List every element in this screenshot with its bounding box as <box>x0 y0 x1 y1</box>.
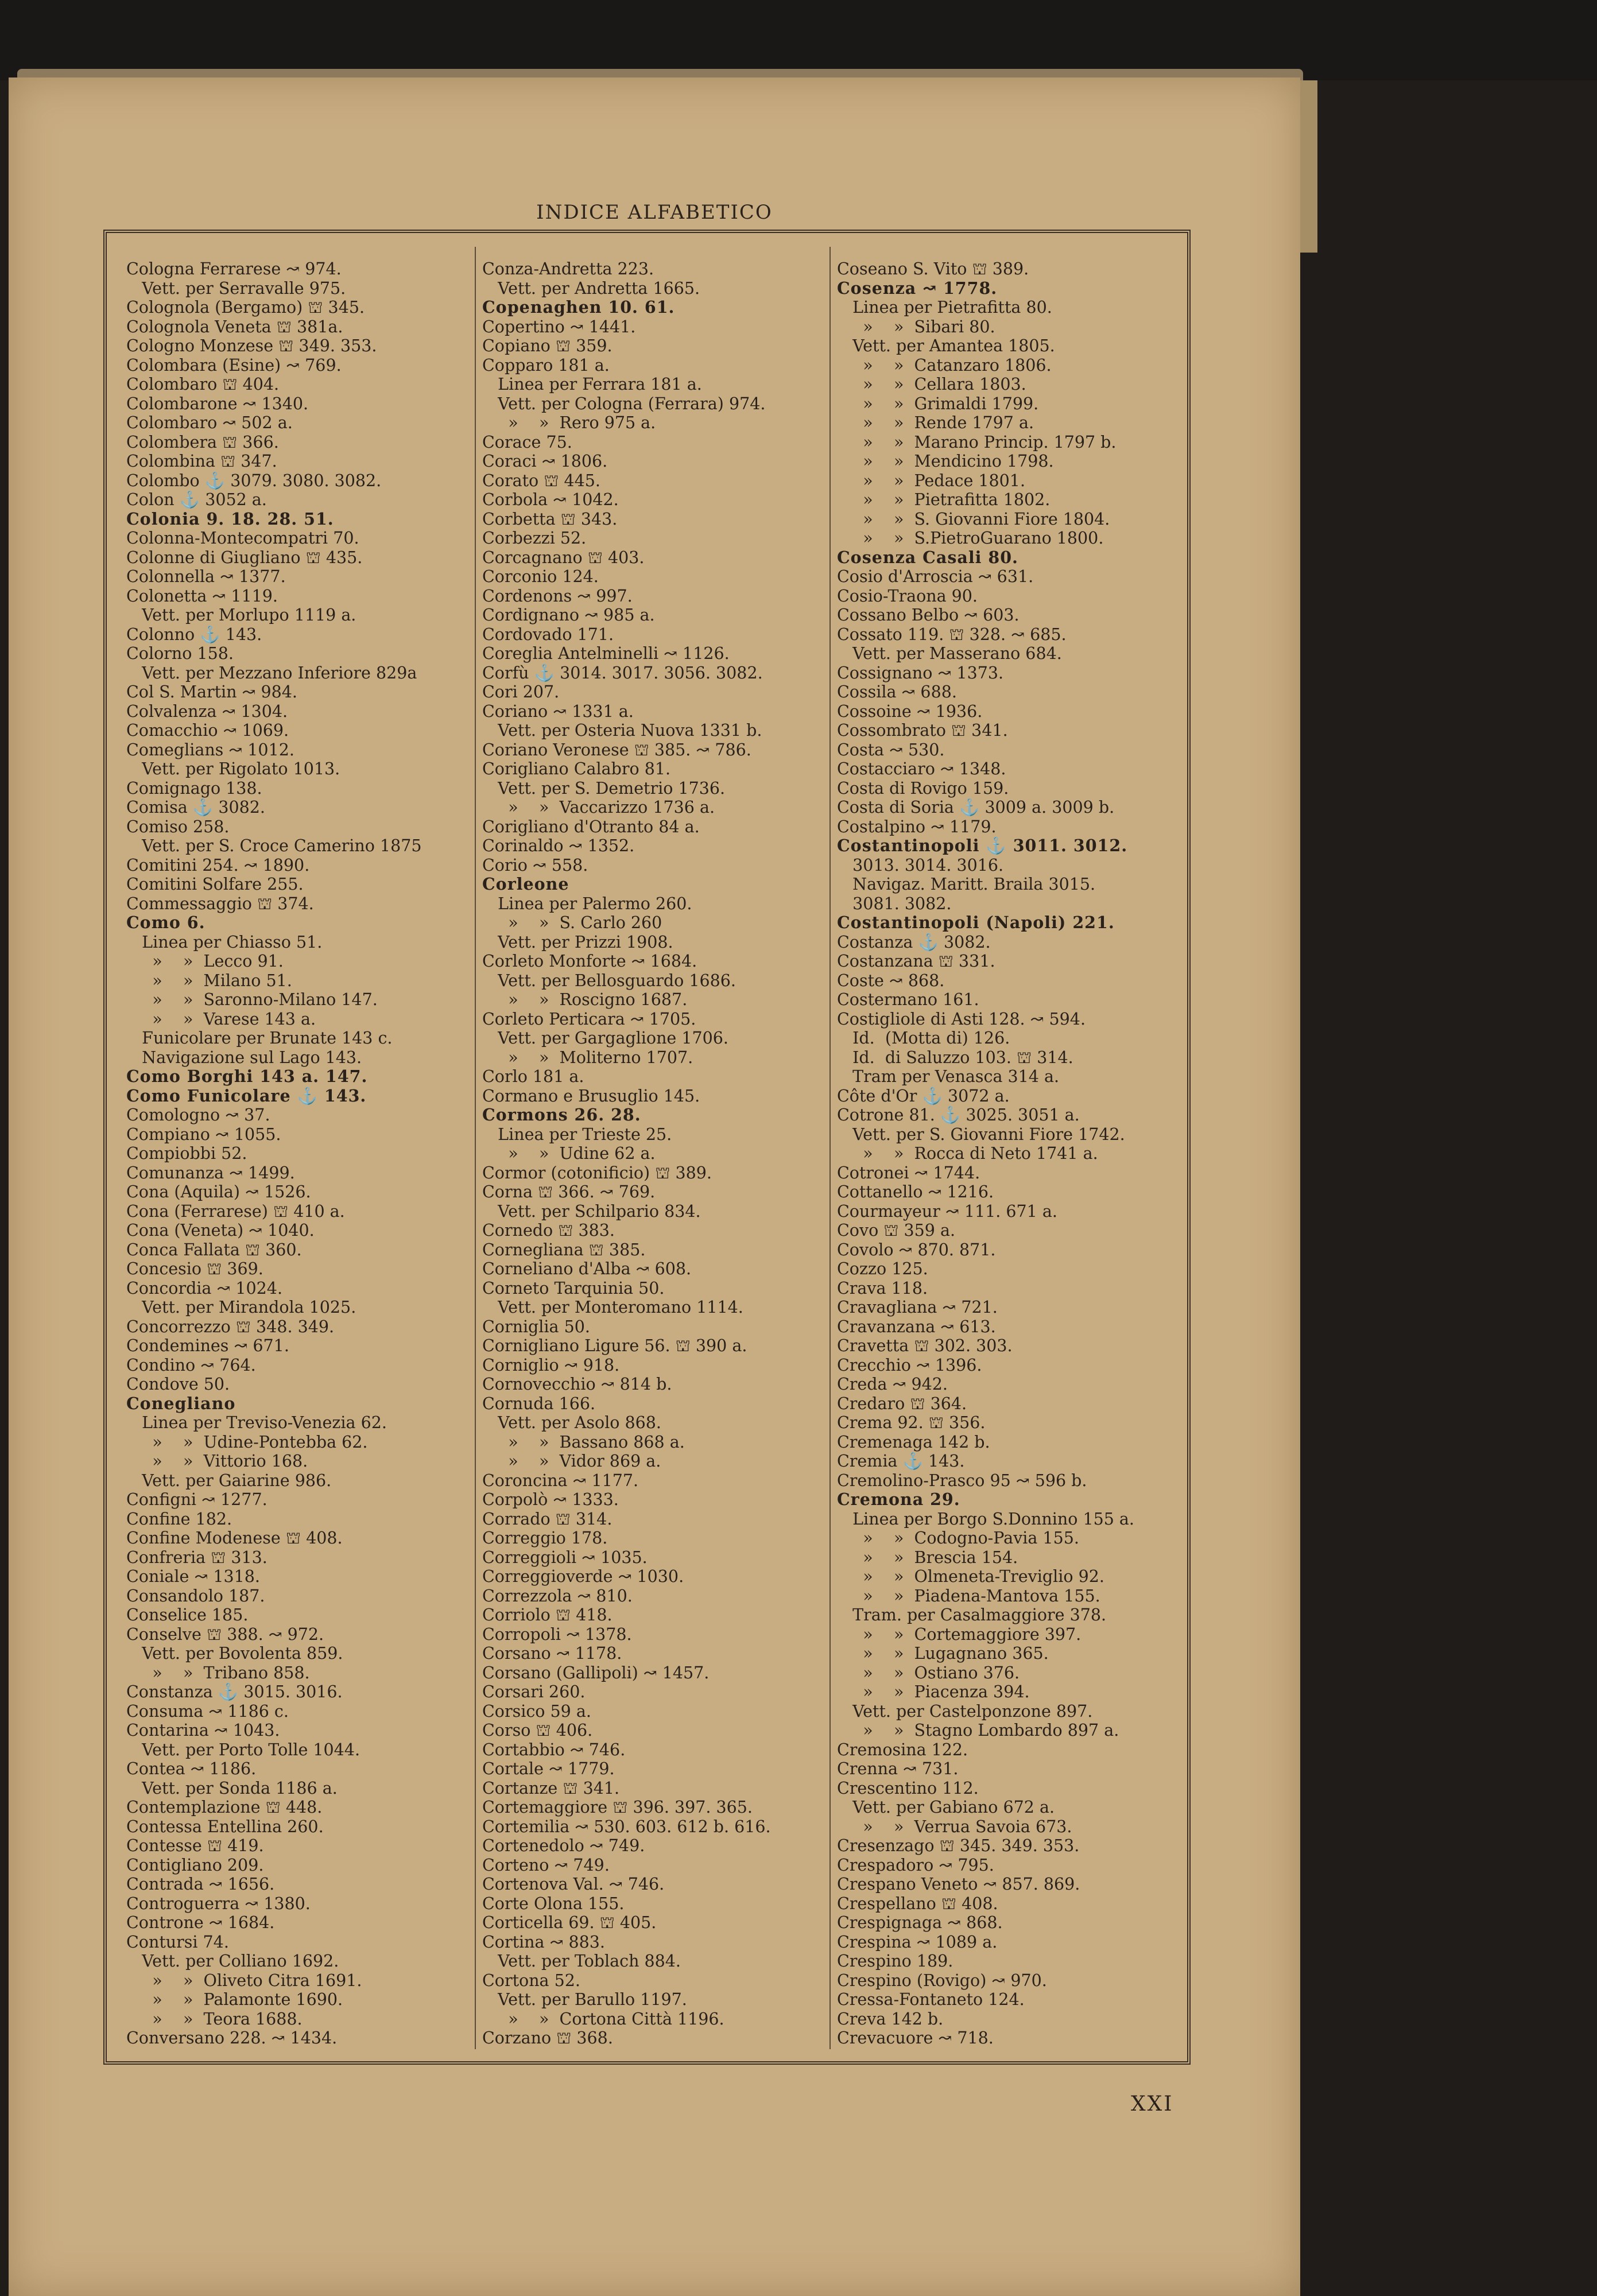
index-entry: Costigliole di Asti 128. ↝ 594. <box>837 1009 1086 1029</box>
index-entry: Comacchio ↝ 1069. <box>126 721 289 740</box>
index-entry: Costalpino ↝ 1179. <box>837 817 997 836</box>
index-entry: » » Cellara 1803. <box>837 375 1026 394</box>
index-entry: Comitini Solfare 255. <box>126 875 304 894</box>
index-entry: Cosenza ↝ 1778. <box>837 278 998 298</box>
index-entry: Corleone <box>482 875 569 894</box>
index-entry: Colombaro ⛫ 404. <box>126 375 280 394</box>
index-entry: Corteno ↝ 749. <box>482 1855 610 1875</box>
index-entry: Cremolino-Prasco 95 ↝ 596 b. <box>837 1471 1087 1490</box>
index-entry: Confine Modenese ⛫ 408. <box>126 1529 343 1548</box>
index-entry: Costa di Rovigo 159. <box>837 778 1009 798</box>
index-entry: » » Teora 1688. <box>126 2009 303 2029</box>
index-entry: » » Marano Princip. 1797 b. <box>837 432 1117 452</box>
index-entry: » » Pietrafitta 1802. <box>837 490 1051 509</box>
index-entry: 3013. 3014. 3016. <box>837 855 1004 875</box>
index-entry: Copertino ↝ 1441. <box>482 317 636 336</box>
index-entry: Colombara (Esine) ↝ 769. <box>126 355 342 375</box>
page-stack-side <box>1300 80 1317 253</box>
index-entry: » » S. Giovanni Fiore 1804. <box>837 509 1110 529</box>
index-entry: Cortemilia ↝ 530. 603. 612 b. 616. <box>482 1817 771 1836</box>
column-divider <box>475 247 476 2049</box>
index-entry: Vett. per Gabiano 672 a. <box>837 1798 1055 1817</box>
index-entry: Crema 92. ⛫ 356. <box>837 1413 986 1432</box>
index-entry: Coriano ↝ 1331 a. <box>482 701 634 721</box>
index-entry: Vett. per Osteria Nuova 1331 b. <box>482 721 762 740</box>
index-entry: Cremenaga 142 b. <box>837 1432 990 1452</box>
index-entry: » » Catanzaro 1806. <box>837 355 1052 375</box>
index-entry: » » Rende 1797 a. <box>837 413 1034 432</box>
index-entry: Colonia 9. 18. 28. 51. <box>126 509 334 529</box>
index-entry: Costanzana ⛫ 331. <box>837 952 995 971</box>
index-entry: Constanza ⚓ 3015. 3016. <box>126 1682 343 1701</box>
index-entry: Comologno ↝ 37. <box>126 1106 270 1124</box>
index-entry: Correggio 178. <box>482 1529 608 1548</box>
index-entry: Costermano 161. <box>837 990 979 1009</box>
index-entry: Compiobbi 52. <box>126 1144 247 1163</box>
index-entry: Contursi 74. <box>126 1932 229 1952</box>
index-entry: Linea per Treviso-Venezia 62. <box>126 1413 387 1432</box>
index-entry: » » Moliterno 1707. <box>482 1048 693 1067</box>
index-entry: Coniale ↝ 1318. <box>126 1567 260 1586</box>
index-entry: » » Tribano 858. <box>126 1663 310 1682</box>
index-entry: Vett. per Mezzano Inferiore 829a <box>126 663 417 682</box>
index-entry: Id. di Saluzzo 103. ⛫ 314. <box>837 1048 1073 1067</box>
index-entry: » » Brescia 154. <box>837 1548 1018 1567</box>
index-entry: Corpolò ↝ 1333. <box>482 1490 619 1509</box>
index-entry: » » Mendicino 1798. <box>837 452 1054 471</box>
index-entry: Corniglia 50. <box>482 1317 590 1336</box>
index-entry: Concesio ⛫ 369. <box>126 1259 263 1278</box>
index-entry: Cotrone 81. ⚓ 3025. 3051 a. <box>837 1106 1080 1124</box>
index-entry: Cordenons ↝ 997. <box>482 586 633 606</box>
index-entry: Linea per Palermo 260. <box>482 894 692 913</box>
index-entry: Cormor (cotonificio) ⛫ 389. <box>482 1163 712 1182</box>
index-entry: Crecchio ↝ 1396. <box>837 1355 982 1375</box>
index-entry: Cortabbio ↝ 746. <box>482 1740 626 1759</box>
index-entry: Cortenova Val. ↝ 746. <box>482 1875 665 1894</box>
index-entry: Corropoli ↝ 1378. <box>482 1624 632 1644</box>
index-entry: Cornuda 166. <box>482 1394 596 1413</box>
index-entry: Funicolare per Brunate 143 c. <box>126 1029 393 1048</box>
index-entry: Conselice 185. <box>126 1605 249 1624</box>
index-entry: Cravanzana ↝ 613. <box>837 1317 996 1336</box>
index-entry: Comiso 258. <box>126 817 230 836</box>
index-entry: Contemplazione ⛫ 448. <box>126 1798 323 1817</box>
index-entry: Cremosina 122. <box>837 1740 968 1759</box>
index-entry: Corniglio ↝ 918. <box>482 1355 620 1375</box>
index-entry: Comitini 254. ↝ 1890. <box>126 855 310 875</box>
index-entry: » » Udine 62 a. <box>482 1144 656 1163</box>
index-entry: » » S.PietroGuarano 1800. <box>837 529 1104 548</box>
index-entry: Colonne di Giugliano ⛫ 435. <box>126 548 363 567</box>
index-entry: Id. (Motta di) 126. <box>837 1029 1010 1048</box>
index-entry: Vett. per Rigolato 1013. <box>126 759 340 778</box>
index-entry: Credaro ⛫ 364. <box>837 1394 967 1413</box>
index-entry: » » Varese 143 a. <box>126 1009 316 1029</box>
index-entry: Linea per Trieste 25. <box>482 1124 672 1144</box>
index-entry: Controne ↝ 1684. <box>126 1913 275 1932</box>
index-entry: Contea ↝ 1186. <box>126 1759 257 1778</box>
index-entry: Concordia ↝ 1024. <box>126 1278 283 1298</box>
index-entry: Crespadoro ↝ 795. <box>837 1855 994 1875</box>
index-entry: Vett. per Serravalle 975. <box>126 278 346 298</box>
index-entry: » » Piadena-Mantova 155. <box>837 1586 1100 1605</box>
index-entry: Creda ↝ 942. <box>837 1375 948 1394</box>
index-entry: Cravagliana ↝ 721. <box>837 1298 998 1317</box>
index-entry: Contesse ⛫ 419. <box>126 1836 264 1855</box>
index-column-3 <box>837 259 1181 2048</box>
index-entry: Configni ↝ 1277. <box>126 1490 268 1509</box>
index-entry: Coraci ↝ 1806. <box>482 452 608 471</box>
index-entry: » » Verrua Savoia 673. <box>837 1817 1072 1836</box>
index-entry: Costanza ⚓ 3082. <box>837 932 991 952</box>
index-entry: Comisa ⚓ 3082. <box>126 798 265 817</box>
index-entry: Coroncina ↝ 1177. <box>482 1471 639 1490</box>
index-entry: Vett. per Schilpario 834. <box>482 1201 701 1221</box>
index-entry: Condino ↝ 764. <box>126 1355 256 1375</box>
index-entry: Cresenzago ⛫ 345. 349. 353. <box>837 1836 1080 1855</box>
index-entry: Cossila ↝ 688. <box>837 682 957 701</box>
index-entry: Tram. per Casalmaggiore 378. <box>837 1605 1107 1624</box>
index-entry: Côte d'Or ⚓ 3072 a. <box>837 1086 1010 1106</box>
index-entry: Vett. per Castelponzone 897. <box>837 1701 1093 1721</box>
index-entry: Cosio-Traona 90. <box>837 586 978 606</box>
index-entry: Cordovado 171. <box>482 625 614 644</box>
index-entry: » » Udine-Pontebba 62. <box>126 1432 368 1452</box>
index-entry: Vett. per Porto Tolle 1044. <box>126 1740 361 1759</box>
index-entry: Linea per Chiasso 51. <box>126 932 323 952</box>
index-entry: Vett. per Bovolenta 859. <box>126 1644 343 1663</box>
index-entry: Como Funicolare ⚓ 143. <box>126 1086 367 1106</box>
index-entry: Corleto Perticara ↝ 1705. <box>482 1009 696 1029</box>
index-entry: Corna ⛫ 366. ↝ 769. <box>482 1182 656 1201</box>
index-entry: Cotronei ↝ 1744. <box>837 1163 980 1182</box>
index-entry: Coreglia Antelminelli ↝ 1126. <box>482 644 730 663</box>
index-entry: Tram per Venasca 314 a. <box>837 1067 1060 1086</box>
index-entry: Crespignaga ↝ 868. <box>837 1913 1003 1932</box>
index-entry: Corte Olona 155. <box>482 1894 625 1913</box>
index-entry: Cortenedolo ↝ 749. <box>482 1836 645 1855</box>
index-entry: Vett. per Asolo 868. <box>482 1413 661 1432</box>
index-entry: » » Pedace 1801. <box>837 471 1026 490</box>
index-entry: Cori 207. <box>482 682 560 701</box>
index-entry: Correggioverde ↝ 1030. <box>482 1567 684 1586</box>
index-entry: Colon ⚓ 3052 a. <box>126 490 267 509</box>
index-entry: Vett. per Gargaglione 1706. <box>482 1029 728 1048</box>
index-entry: Colonno ⚓ 143. <box>126 625 262 644</box>
index-entry: Cremia ⚓ 143. <box>837 1452 965 1471</box>
index-entry: » » Ostiano 376. <box>837 1663 1020 1682</box>
index-entry: Corigliano Calabro 81. <box>482 759 671 778</box>
index-entry: Cottanello ↝ 1216. <box>837 1182 994 1201</box>
index-entry: Confine 182. <box>126 1509 232 1529</box>
index-entry: Navigazione sul Lago 143. <box>126 1048 362 1067</box>
index-entry: Cosenza Casali 80. <box>837 548 1018 567</box>
index-entry: Colvalenza ↝ 1304. <box>126 701 288 721</box>
index-entry: » » S. Carlo 260 <box>482 913 662 932</box>
index-entry: Correggioli ↝ 1035. <box>482 1548 648 1567</box>
index-entry: Comunanza ↝ 1499. <box>126 1163 295 1182</box>
index-entry: Cologno Monzese ⛫ 349. 353. <box>126 336 377 355</box>
index-entry: Corigliano d'Otranto 84 a. <box>482 817 700 836</box>
index-entry: Vett. per Sonda 1186 a. <box>126 1778 338 1798</box>
index-entry: Corbetta ⛫ 343. <box>482 509 618 529</box>
index-entry: Corriolo ⛫ 418. <box>482 1605 613 1624</box>
index-entry: Cona (Ferrarese) ⛫ 410 a. <box>126 1201 345 1221</box>
index-entry: Coseano S. Vito ⛫ 389. <box>837 259 1029 278</box>
index-entry: » » Codogno-Pavia 155. <box>837 1529 1079 1548</box>
index-entry: Vett. per S. Demetrio 1736. <box>482 778 726 798</box>
index-entry: Costacciaro ↝ 1348. <box>837 759 1006 778</box>
index-entry: Contessa Entellina 260. <box>126 1817 324 1836</box>
index-entry: Corticella 69. ⛫ 405. <box>482 1913 657 1932</box>
index-entry: » » Vaccarizzo 1736 a. <box>482 798 715 817</box>
index-entry: Conza-Andretta 223. <box>482 259 654 278</box>
index-entry: Cornigliano Ligure 56. ⛫ 390 a. <box>482 1336 747 1355</box>
index-entry: Comeglians ↝ 1012. <box>126 740 294 759</box>
index-entry: Vett. per Mirandola 1025. <box>126 1298 356 1317</box>
index-entry: Cornedo ⛫ 383. <box>482 1221 615 1240</box>
index-entry: Consandolo 187. <box>126 1586 265 1605</box>
index-entry: Vett. per S. Croce Camerino 1875 <box>126 836 422 855</box>
index-entry: Vett. per Monteromano 1114. <box>482 1298 743 1317</box>
index-entry: Como 6. <box>126 913 206 932</box>
page-header: INDICE ALFABETICO <box>536 201 773 224</box>
index-entry: Cona (Veneta) ↝ 1040. <box>126 1221 315 1240</box>
index-entry: » » Bassano 868 a. <box>482 1432 685 1452</box>
index-entry: Corlo 181 a. <box>482 1067 584 1086</box>
index-entry: Vett. per Masserano 684. <box>837 644 1062 663</box>
index-entry: Compiano ↝ 1055. <box>126 1124 281 1144</box>
index-entry: Covolo ↝ 870. 871. <box>837 1240 996 1259</box>
index-entry: Cormano e Brusuglio 145. <box>482 1086 700 1106</box>
index-entry: Colombaro ↝ 502 a. <box>126 413 293 432</box>
index-entry: Colombo ⚓ 3079. 3080. 3082. <box>126 471 382 490</box>
index-entry: Cremona 29. <box>837 1490 960 1509</box>
index-entry: Cortanze ⛫ 341. <box>482 1778 620 1798</box>
index-entry: Corzano ⛫ 368. <box>482 2029 613 2047</box>
index-entry: Colonnella ↝ 1377. <box>126 567 286 586</box>
index-entry: Vett. per Bellosguardo 1686. <box>482 971 736 990</box>
index-entry: Conca Fallata ⛫ 360. <box>126 1240 302 1259</box>
index-entry: Col S. Martin ↝ 984. <box>126 682 297 701</box>
index-entry: Corsano (Gallipoli) ↝ 1457. <box>482 1663 710 1682</box>
index-entry: Corsari 260. <box>482 1682 586 1701</box>
index-entry: Commessaggio ⛫ 374. <box>126 894 314 913</box>
index-entry: » » Oliveto Citra 1691. <box>126 1971 362 1990</box>
index-entry: Colombarone ↝ 1340. <box>126 394 309 413</box>
backdrop <box>0 0 1597 80</box>
index-entry: » » Olmeneta-Treviglio 92. <box>837 1567 1104 1586</box>
index-entry: Cossignano ↝ 1373. <box>837 663 1004 682</box>
index-entry: Navigaz. Maritt. Braila 3015. <box>837 875 1096 894</box>
index-entry: Cordignano ↝ 985 a. <box>482 606 655 625</box>
index-entry: » » Saronno-Milano 147. <box>126 990 378 1009</box>
index-entry: Cressa-Fontaneto 124. <box>837 1990 1025 2009</box>
index-entry: Corace 75. <box>482 432 572 452</box>
index-entry: Costantinopoli (Napoli) 221. <box>837 913 1115 932</box>
index-entry: Cossano Belbo ↝ 603. <box>837 606 1020 625</box>
index-entry: Concorrezzo ⛫ 348. 349. <box>126 1317 335 1336</box>
index-entry: Cortina ↝ 883. <box>482 1932 605 1952</box>
index-entry: Crava 118. <box>837 1278 928 1298</box>
index-entry: » » Piacenza 394. <box>837 1682 1030 1701</box>
index-entry: Cona (Aquila) ↝ 1526. <box>126 1182 311 1201</box>
index-entry: » » Sibari 80. <box>837 317 995 336</box>
index-entry: Vett. per Colliano 1692. <box>126 1952 339 1971</box>
index-entry: Crevacuore ↝ 718. <box>837 2029 994 2047</box>
index-entry: Colonna-Montecompatri 70. <box>126 529 359 548</box>
index-entry: Consuma ↝ 1186 c. <box>126 1701 289 1721</box>
index-entry: Vett. per Toblach 884. <box>482 1952 681 1971</box>
index-entry: Cosio d'Arroscia ↝ 631. <box>837 567 1034 586</box>
index-entry: Conselve ⛫ 388. ↝ 972. <box>126 1624 324 1644</box>
index-entry: Corfù ⚓ 3014. 3017. 3056. 3082. <box>482 663 763 682</box>
index-column-2 <box>482 259 827 2048</box>
index-entry: Colognola (Bergamo) ⛫ 345. <box>126 298 365 317</box>
index-entry: Cozzo 125. <box>837 1259 928 1278</box>
index-entry: Linea per Borgo S.Donnino 155 a. <box>837 1509 1134 1529</box>
index-entry: Contigliano 209. <box>126 1855 264 1875</box>
index-entry: Cologna Ferrarese ↝ 974. <box>126 259 342 278</box>
index-entry: Conversano 228. ↝ 1434. <box>126 2029 338 2047</box>
index-entry: Corneliano d'Alba ↝ 608. <box>482 1259 692 1278</box>
index-entry: Corneto Tarquinia 50. <box>482 1278 665 1298</box>
index-entry: Copparo 181 a. <box>482 355 610 375</box>
index-entry: Corso ⛫ 406. <box>482 1721 593 1740</box>
index-entry: Crenna ↝ 731. <box>837 1759 959 1778</box>
index-entry: Conegliano <box>126 1394 236 1413</box>
index-entry: Colognola Veneta ⛫ 381a. <box>126 317 343 336</box>
index-entry: » » Milano 51. <box>126 971 292 990</box>
index-entry: Confreria ⛫ 313. <box>126 1548 268 1567</box>
index-entry: Coste ↝ 868. <box>837 971 945 990</box>
index-entry: Costantinopoli ⚓ 3011. 3012. <box>837 836 1128 855</box>
index-entry: Corio ↝ 558. <box>482 855 588 875</box>
index-entry: Cortemaggiore ⛫ 396. 397. 365. <box>482 1798 753 1817</box>
index-entry: Vett. per Morlupo 1119 a. <box>126 606 356 625</box>
index-entry: Linea per Pietrafitta 80. <box>837 298 1052 317</box>
column-divider <box>829 247 831 2049</box>
index-entry: Colombina ⛫ 347. <box>126 452 277 471</box>
index-entry: Corato ⛫ 445. <box>482 471 600 490</box>
index-entry: Costa di Soria ⚓ 3009 a. 3009 b. <box>837 798 1115 817</box>
index-entry: Costa ↝ 530. <box>837 740 945 759</box>
index-entry: Cossoine ↝ 1936. <box>837 701 983 721</box>
index-entry: Cossombrato ⛫ 341. <box>837 721 1008 740</box>
index-entry: » » Vittorio 168. <box>126 1452 308 1471</box>
index-entry: Corleto Monforte ↝ 1684. <box>482 952 697 971</box>
index-column-1 <box>126 259 471 2048</box>
index-entry: » » Lugagnano 365. <box>837 1644 1049 1663</box>
index-entry: » » Stagno Lombardo 897 a. <box>837 1721 1119 1740</box>
index-entry: Corbezzi 52. <box>482 529 587 548</box>
index-entry: Colombera ⛫ 366. <box>126 432 279 452</box>
index-entry: Copenaghen 10. 61. <box>482 298 675 317</box>
index-entry: Cortale ↝ 1779. <box>482 1759 615 1778</box>
index-entry: Creva 142 b. <box>837 2009 944 2029</box>
index-entry: Comignago 138. <box>126 778 262 798</box>
index-entry: Corcagnano ⛫ 403. <box>482 548 645 567</box>
index-entry: Cravetta ⛫ 302. 303. <box>837 1336 1013 1355</box>
index-entry: Contarina ↝ 1043. <box>126 1721 280 1740</box>
index-entry: » » Rero 975 a. <box>482 413 656 432</box>
index-entry: Coriano Veronese ⛫ 385. ↝ 786. <box>482 740 751 759</box>
index-entry: » » Vidor 869 a. <box>482 1452 661 1471</box>
index-entry: Copiano ⛫ 359. <box>482 336 613 355</box>
index-entry: Corsano ↝ 1178. <box>482 1644 622 1663</box>
index-entry: » » Grimaldi 1799. <box>837 394 1039 413</box>
index-entry: » » Lecco 91. <box>126 952 284 971</box>
index-entry: Colorno 158. <box>126 644 234 663</box>
index-entry: Crespano Veneto ↝ 857. 869. <box>837 1875 1080 1894</box>
index-entry: Cormons 26. 28. <box>482 1106 641 1124</box>
index-entry: Corconio 124. <box>482 567 599 586</box>
index-entry: Cossato 119. ⛫ 328. ↝ 685. <box>837 625 1067 644</box>
index-entry: » » Cortemaggiore 397. <box>837 1624 1082 1644</box>
index-entry: Courmayeur ↝ 111. 671 a. <box>837 1201 1057 1221</box>
index-entry: Corsico 59 a. <box>482 1701 591 1721</box>
index-entry: Crespino 189. <box>837 1952 953 1971</box>
page-number: XXI <box>1131 2092 1174 2116</box>
index-entry: Como Borghi 143 a. 147. <box>126 1067 368 1086</box>
index-entry: Vett. per Gaiarine 986. <box>126 1471 332 1490</box>
index-entry: Vett. per S. Giovanni Fiore 1742. <box>837 1124 1125 1144</box>
index-entry: Colonetta ↝ 1119. <box>126 586 278 606</box>
index-entry: » » Palamonte 1690. <box>126 1990 343 2009</box>
index-entry: Condemines ↝ 671. <box>126 1336 289 1355</box>
index-entry: Covo ⛫ 359 a. <box>837 1221 956 1240</box>
index-entry: Vett. per Barullo 1197. <box>482 1990 687 2009</box>
index-entry: » » Roscigno 1687. <box>482 990 688 1009</box>
index-entry: » » Rocca di Neto 1741 a. <box>837 1144 1098 1163</box>
index-entry: Cornegliana ⛫ 385. <box>482 1240 646 1259</box>
index-entry: Correzzola ↝ 810. <box>482 1586 633 1605</box>
index-entry: Crespellano ⛫ 408. <box>837 1894 998 1913</box>
index-entry: Vett. per Andretta 1665. <box>482 278 700 298</box>
index-entry: » » Cortona Città 1196. <box>482 2009 724 2029</box>
index-entry: Vett. per Amantea 1805. <box>837 336 1055 355</box>
index-entry: Vett. per Prizzi 1908. <box>482 932 673 952</box>
index-entry: Crespina ↝ 1089 a. <box>837 1932 998 1952</box>
index-entry: Corrado ⛫ 314. <box>482 1509 613 1529</box>
index-entry: Crespino (Rovigo) ↝ 970. <box>837 1971 1047 1990</box>
index-entry: Condove 50. <box>126 1375 230 1394</box>
index-entry: Cornovecchio ↝ 814 b. <box>482 1375 672 1394</box>
index-entry: Corbola ↝ 1042. <box>482 490 619 509</box>
index-entry: Contrada ↝ 1656. <box>126 1875 275 1894</box>
index-entry: Controguerra ↝ 1380. <box>126 1894 311 1913</box>
index-entry: Vett. per Cologna (Ferrara) 974. <box>482 394 766 413</box>
index-entry: Crescentino 112. <box>837 1778 979 1798</box>
index-entry: Cortona 52. <box>482 1971 580 1990</box>
index-entry: Linea per Ferrara 181 a. <box>482 375 702 394</box>
index-entry: 3081. 3082. <box>837 894 952 913</box>
index-entry: Corinaldo ↝ 1352. <box>482 836 635 855</box>
